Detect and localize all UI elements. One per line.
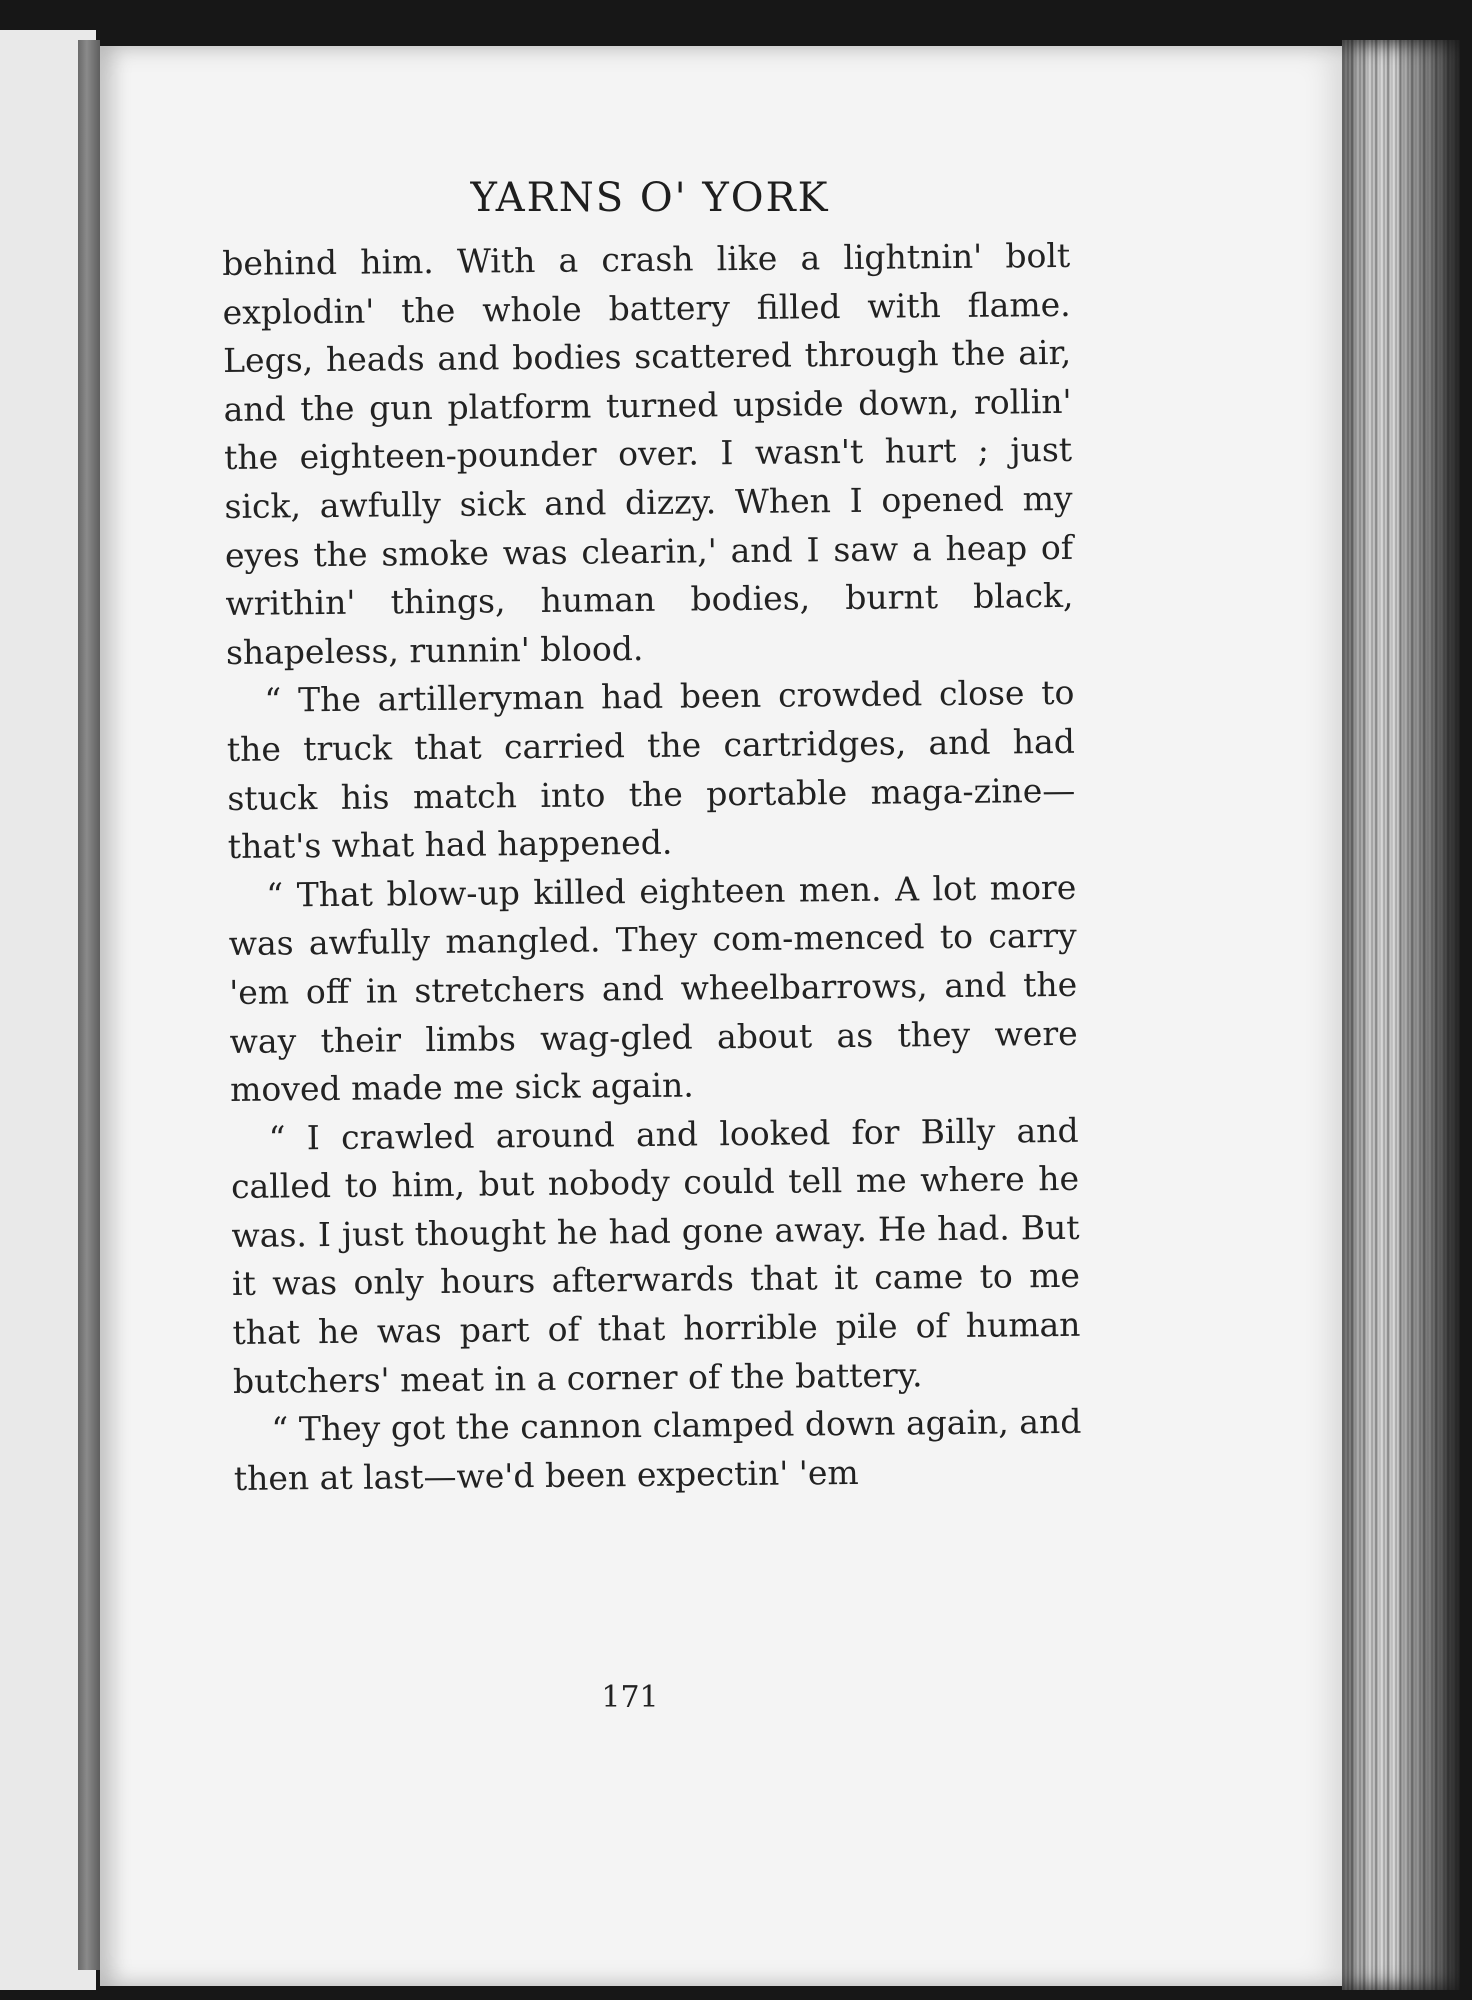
gutter [78, 40, 100, 1970]
page-number: 171 [601, 1680, 659, 1715]
running-head: YARNS O' YORK [470, 175, 830, 221]
page-block-shadow [1400, 40, 1460, 1990]
paragraph: “ I crawled around and looked for Billy and called to him, but nobody could tell me where he was. I just thought he had gone away. He had. But it was only hours afterwards that it came to me that he was part of that horrible pile of human butchers' meat in a corner of the battery. [230, 1110, 1081, 1401]
body-text [222, 232, 1082, 1504]
paragraph: “ They got the cannon clamped down again, and then at last—we'd been expectin' 'em [233, 1402, 1082, 1498]
paragraph: behind him. With a crash like a lightnin' bolt explodin' the whole battery filled with flame. Legs, heads and bodies scattered through the air, and the gun platform turned upside down, rollin' the eighteen-pounder over. I wasn't hurt ; just sick, awfully sick and dizzy. When I opened my eyes the smoke was clearin,' and I saw a heap of writhin' things, human bodies, burnt black, shapeless, runnin' blood. [222, 235, 1074, 672]
paragraph: “ The artilleryman had been crowded close to the truck that carried the cartridges, and had stuck his match into the portable maga-zine—that's what had happened. [226, 673, 1076, 867]
paragraph: “ That blow-up killed eighteen men. A lot more was awfully mangled. They com-menced to carry 'em off in stretchers and wheelbarrows, and the way their limbs wag-gled about as they were moved made me sick again. [228, 867, 1078, 1110]
